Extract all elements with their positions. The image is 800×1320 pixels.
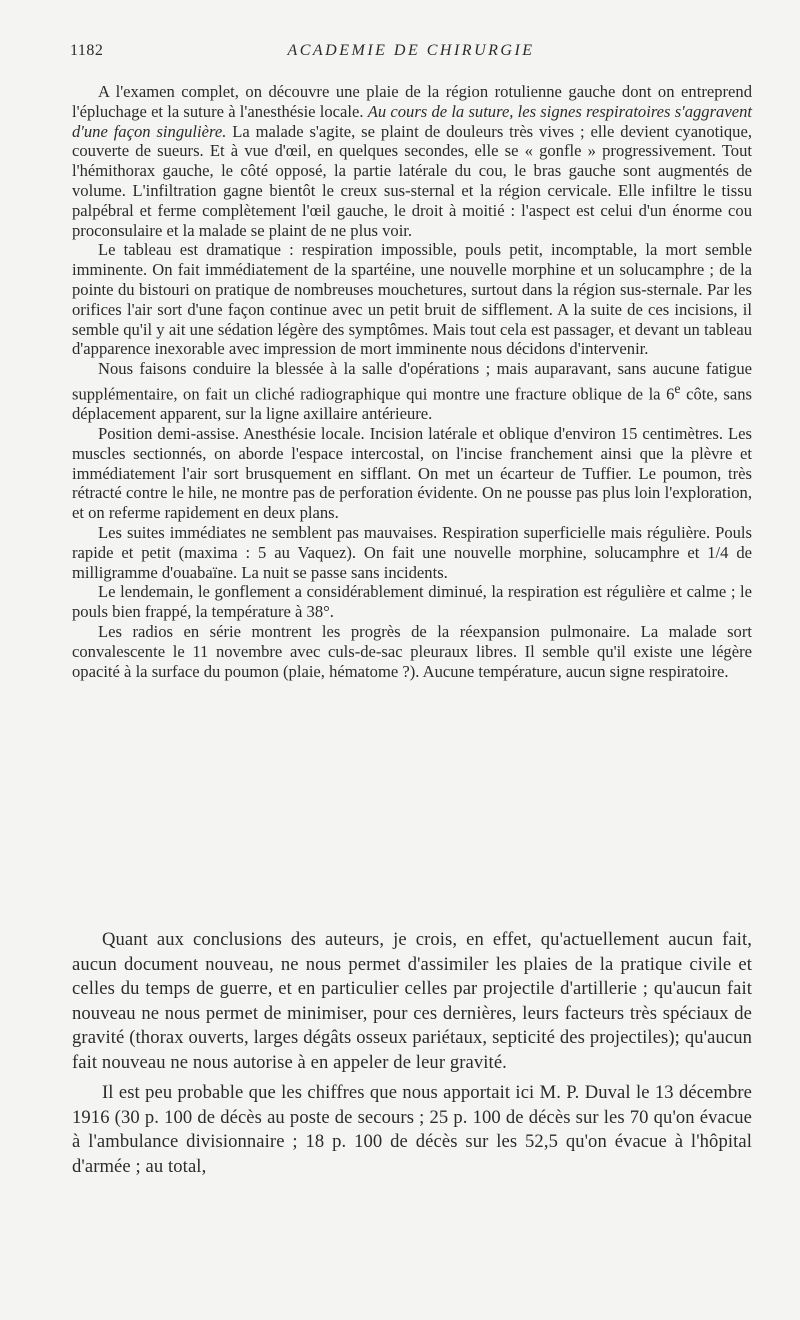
case-paragraph-5: Les suites immédiates ne semblent pas mauvaises. Respiration superficielle mais régulière. Pouls rapide et petit (maxima : 5 au Vaquez). On fait une nouvelle morphine, solucamphre et 1/4 de milligramme d'ouabaïne. La nuit se passe sans incidents.	[72, 523, 752, 582]
discussion-section	[72, 928, 752, 1185]
discussion-paragraph-2: Il est peu probable que les chiffres que nous apportait ici M. P. Duval le 13 décembre 1916 (30 p. 100 de décès au poste de secours ; 25 p. 100 de décès sur les 70 qu'on évacue à l'ambulance divisionnaire ; 18 p. 100 de décès sur les 52,5 qu'on évacue à l'hôpital d'armée ; au total,	[72, 1082, 752, 1177]
case-paragraph-1-end: La malade s'agite, se plaint de douleurs très vives ; elle devient cyanotique, couverte de sueurs. Et à vue d'œil, en quelques secondes, elle se « gonfle » progressivement. Tout l'hémithorax gauche, le côté opposé, la partie latérale du cou, le bras gauche sont augmentés de volume. L'infiltration gagne bientôt le creux sus-sternal et la région cervicale. Elle infiltre le tissu palpébral et ferme complètement l'œil gauche, le droit à moitié : l'aspect est celui d'un énorme cou proconsulaire et la malade se plaint de ne plus voir.	[72, 121, 752, 240]
case-paragraph-3	[72, 359, 752, 424]
case-paragraph-3-end: côte, sans déplacement apparent, sur la ligne axillaire antérieure.	[72, 384, 752, 424]
case-report-section	[72, 82, 752, 681]
page-header	[70, 42, 752, 66]
case-paragraph-2: Le tableau est dramatique : respiration impossible, pouls petit, incomptable, la mort semble imminente. On fait immédiatement de la spartéine, une nouvelle morphine et un solucamphre ; de la pointe du bistouri on pratique de nombreuses mouchetures, surtout dans la région sus-sternale. Par les orifices l'air sort d'une façon continue avec un petit bruit de sifflement. A la suite de ces incisions, il semble qu'il y ait une sédation légère des symptômes. Mais tout cela est passager, et devant un tableau d'apparence inexorable avec impression de mort imminente nous décidons d'intervenir.	[72, 240, 752, 359]
case-paragraph-1-start: A l'examen complet, on découvre une plaie de la région rotulienne gauche dont on entreprend l'épluchage et la suture à l'anesthésie locale.	[72, 82, 752, 121]
case-paragraph-7: Les radios en série montrent les progrès de la réexpansion pulmonaire. La malade sort convalescente le 11 novembre avec culs-de-sac pleuraux libres. Il semble qu'il existe une légère opacité à la surface du poumon (plaie, hématome ?). Aucune température, aucun signe respiratoire.	[72, 622, 752, 681]
case-paragraph-1	[72, 82, 752, 240]
running-title: ACADEMIE DE CHIRURGIE	[287, 42, 535, 59]
case-paragraph-3-start: Nous faisons conduire la blessée à la salle d'opérations ; mais auparavant, sans aucune fatigue supplémentaire, on fait un cliché radiographique qui montre une fracture oblique de la 6	[72, 359, 752, 404]
discussion-paragraph-1: Quant aux conclusions des auteurs, je crois, en effet, qu'actuellement aucun fait, aucun document nouveau, ne nous permet d'assimiler les plaies de la pratique civile et celles du temps de guerre, et en particulier celles par projectile d'artillerie ; qu'aucun fait nouveau ne nous permet de minimiser, pour ces dernières, leurs facteurs très spéciaux de gravité (thorax ouverts, larges dégâts osseux pariétaux, septicité des projectiles); qu'aucun fait nouveau ne nous autorise à en appeler de leur gravité.	[72, 929, 752, 1073]
case-paragraph-3-superscript: e	[674, 380, 681, 396]
case-paragraph-1-italic: Au cours de la suture, les signes respiratoires s'aggravent d'une façon singulière.	[72, 101, 752, 141]
case-paragraph-4: Position demi-assise. Anesthésie locale. Incision latérale et oblique d'environ 15 centimètres. Les muscles sectionnés, on aborde l'espace intercostal, on l'incise franchement ainsi que la plèvre et immédiatement l'air sort brusquement en sifflant. On met un écarteur de Tuffier. Le poumon, très rétracté contre le hile, ne montre pas de perforation évidente. On ne pousse pas plus loin l'exploration, et on referme rapidement en deux plans.	[72, 424, 752, 523]
case-paragraph-6: Le lendemain, le gonflement a considérablement diminué, la respiration est régulière et calme ; le pouls bien frappé, la température à 38°.	[72, 582, 752, 622]
page-number: 1182	[70, 42, 104, 59]
